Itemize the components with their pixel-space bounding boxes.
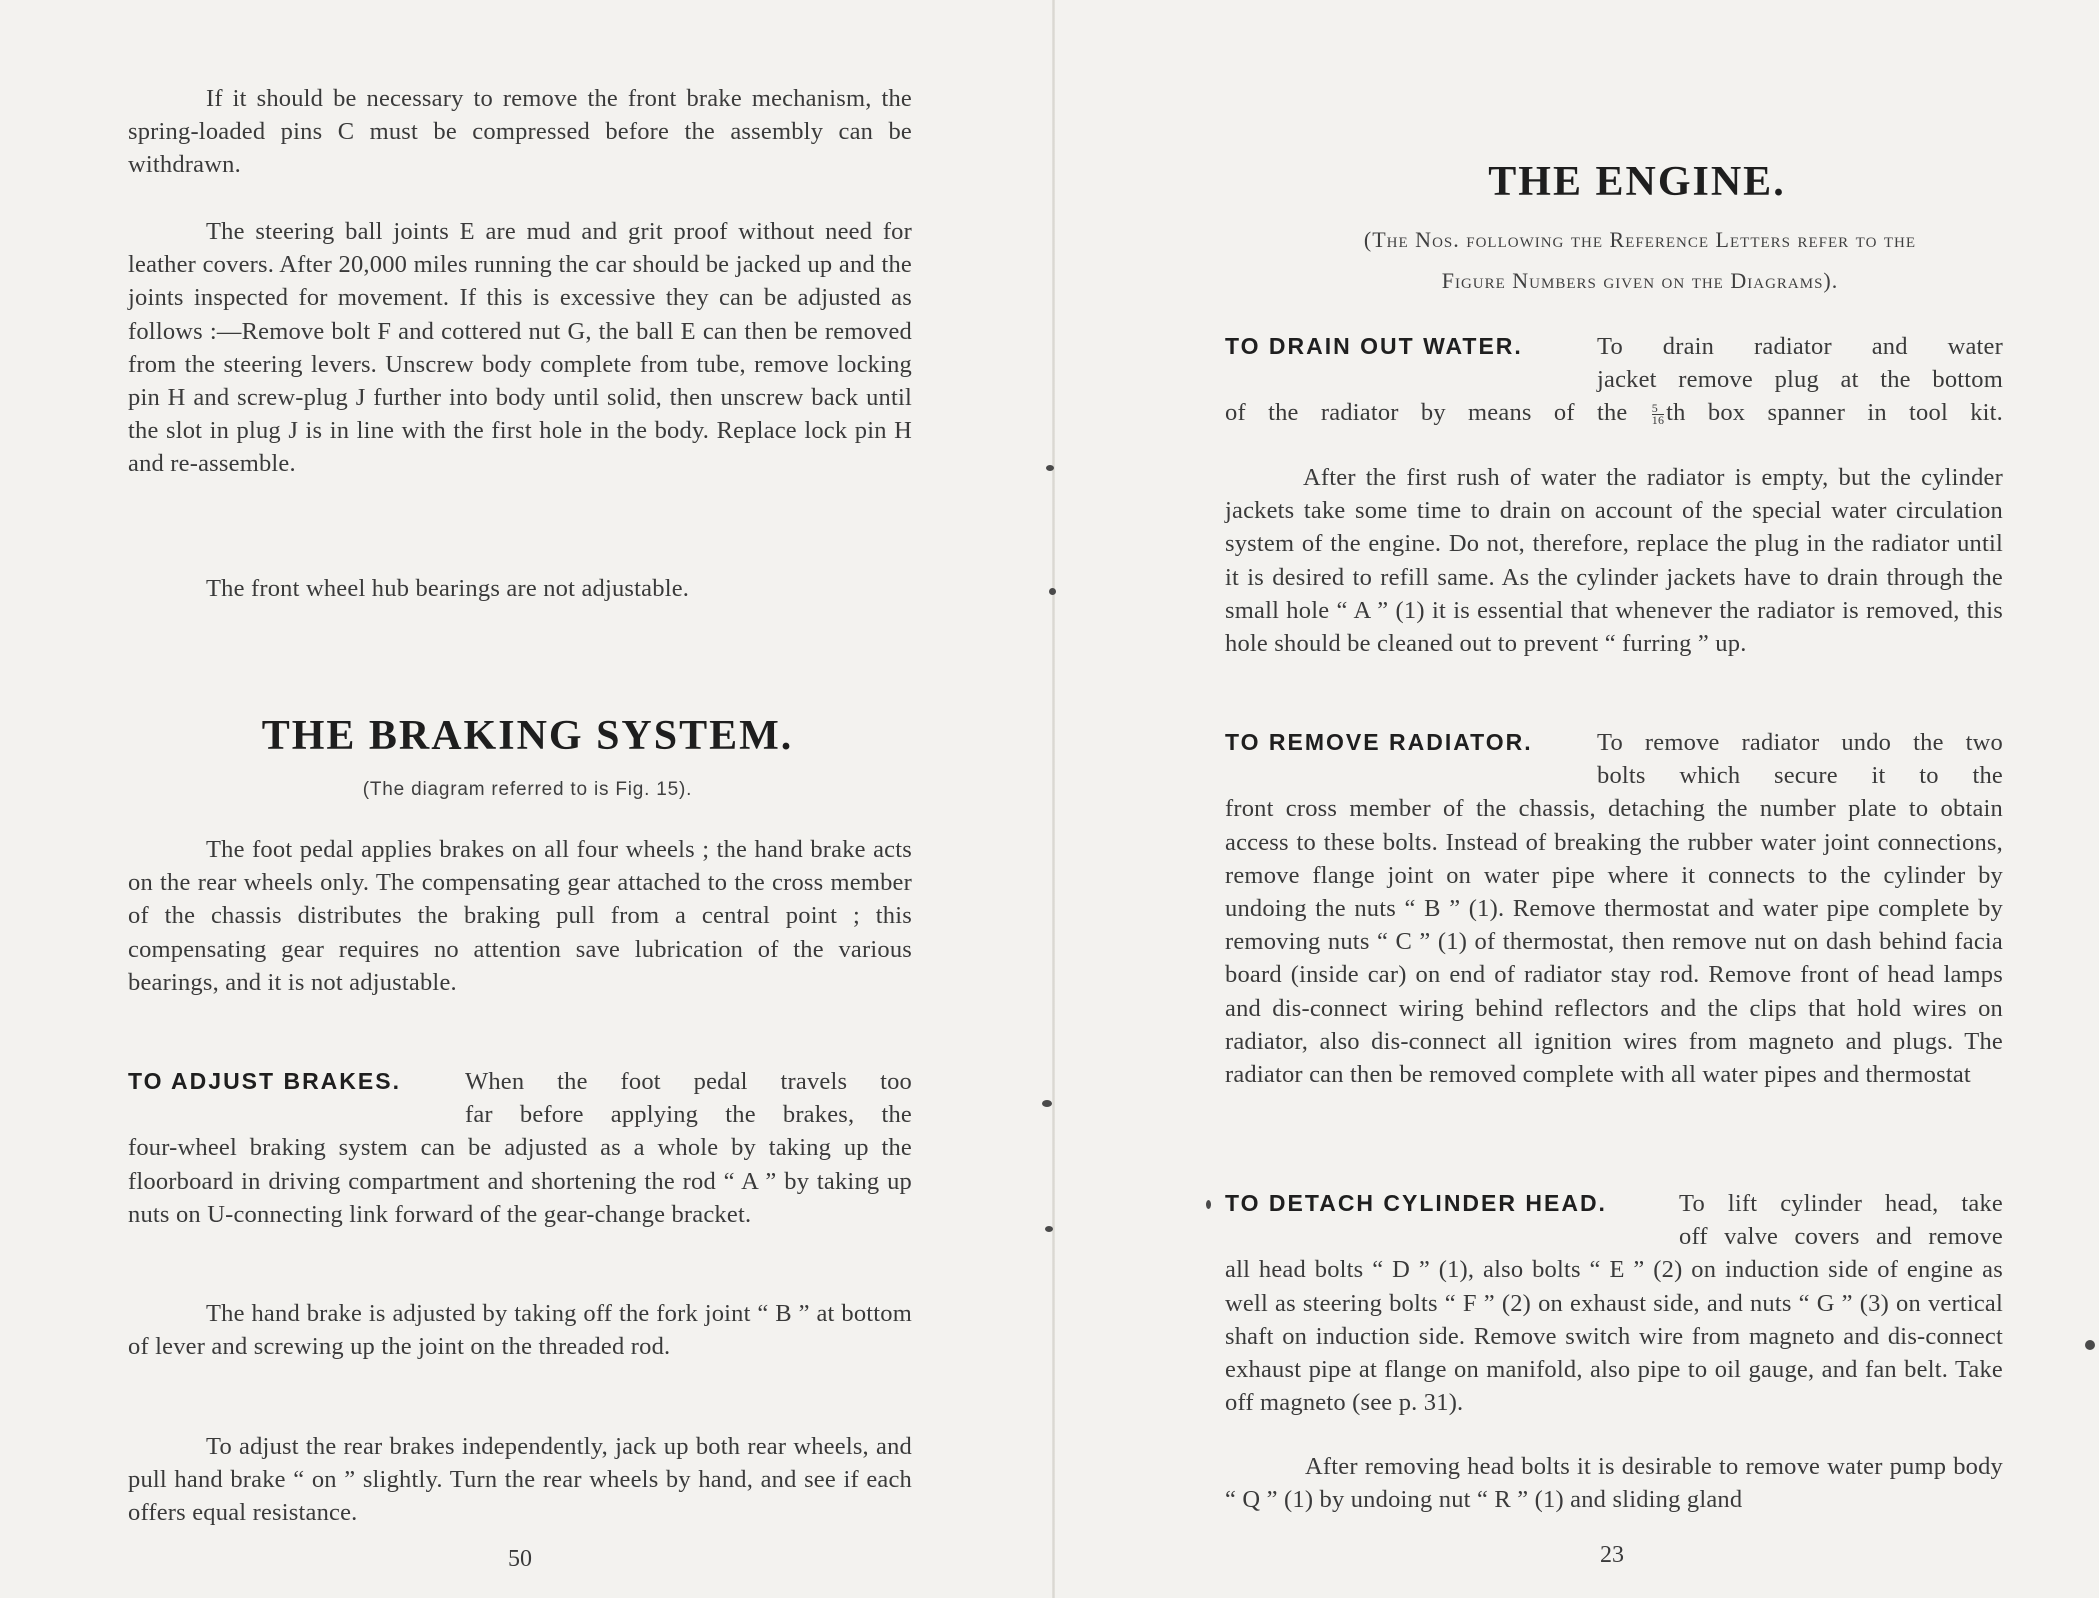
scan-speck (1045, 1226, 1053, 1232)
radiator-word: the (1972, 762, 2003, 790)
radiator-word: to (1919, 762, 1939, 790)
fraction-denominator: 16 (1651, 413, 1665, 428)
paragraph-after-removing-head-bolts: After removing head bolts it is desirable to remove water pump body “ Q ” (1) by undoing nut “ R ” (1) and sliding gland (1225, 1453, 2003, 1514)
section-title-engine: THE ENGINE. (1488, 159, 1786, 205)
paragraph-steering-ball-joints: The steering ball joints E are mud and grit proof without need for leather covers. After 20,000 miles running the car should be jacked up and the joints inspected for movement. If this is excessive they can be adjusted as follows :—Remove bolt F and cottered nut G, the ball E can then be removed from the steering levers. Unscrew body complete from tube, remove locking pin H and screw-plug J further into body until solid, then unscrew back until the slot in plug J is in line with the first hole in the body. Replace lock pin H and re-assemble. (128, 218, 912, 478)
lead-remove-radiator: TO REMOVE RADIATOR. (1225, 729, 1533, 755)
drain-rest-before: of the radiator by means of the (1225, 399, 1650, 427)
radiator-rest: front cross member of the chassis, detaching the number plate to obtain access to these bolts. Instead of breaking the rubber water joint connections, remove flange joint on water pipe where it connects to the cylinder by undoing the nuts “ B ” (1). Remove thermostat and water pipe complete by removing nuts “ C ” (1) of thermostat, then remove nut on dash behind facia board (inside car) on end of radiator stay rod. Remove front of head lamps and dis-connect wiring behind reflectors and the clips that hold wires on radiator, also dis-connect all ignition wires from magneto and plugs. The radiator can then be removed complete with all water pipes and thermostat (1225, 795, 2003, 1089)
paragraph-remove-radiator (1225, 726, 2003, 1091)
drain-line2: jacket remove plug at the bottom (1597, 366, 2003, 394)
page-number-left: 50 (508, 1546, 532, 1572)
section-subtitle-braking: (The diagram referred to is Fig. 15). (362, 779, 693, 800)
adjust-rest: four-wheel braking system can be adjusted as a whole by taking up the floorboard in driving compartment and shortening the rod “ A ” by taking up nuts on U-connecting link forward of the gear-change bracket. (128, 1134, 912, 1228)
reference-note-line2: Figure Numbers given on the Diagrams). (1441, 268, 1839, 293)
radiator-word: it (1871, 762, 1886, 790)
lead-detach-cylinder-head: TO DETACH CYLINDER HEAD. (1225, 1190, 1607, 1216)
radiator-word: bolts (1597, 762, 1646, 790)
drain-rest-after: th box spanner in tool kit. (1666, 399, 2003, 427)
scan-speck (1046, 465, 1054, 471)
lead-adjust-brakes: TO ADJUST BRAKES. (128, 1068, 401, 1094)
drain-word: and (1871, 333, 1908, 360)
radiator-line2 (1225, 759, 2003, 792)
adjust-line2: far before applying the brakes, the (465, 1101, 912, 1129)
scan-speck (1049, 588, 1056, 595)
scan-speck (2085, 1340, 2095, 1350)
paragraph-adjust-brakes (128, 1065, 912, 1231)
paragraph-drain-water (1225, 330, 2003, 430)
paragraph-hand-brake: The hand brake is adjusted by taking off the fork joint “ B ” at bottom of lever and screwing up the joint on the threaded rod. (128, 1300, 912, 1361)
head-line2: off valve covers and remove (1679, 1223, 2003, 1251)
reference-note-line1: (The Nos. following the Reference Letters refer to the (1363, 227, 1917, 252)
head-rest: all head bolts “ D ” (1), also bolts “ E ” (2) on induction side of engine as well as steering bolts “ F ” (2) on exhaust side, and nuts “ G ” (3) on vertical shaft on induction side. Remove switch wire from magneto and dis-connect exhaust pipe at flange on manifold, also pipe to oil gauge, and fan belt. Take off magneto (see p. 31). (1225, 1256, 2003, 1417)
section-title-braking-system: THE BRAKING SYSTEM. (261, 713, 794, 759)
page-number-right: 23 (1600, 1542, 1624, 1568)
radiator-word: secure (1774, 762, 1838, 790)
drain-line1 (1597, 330, 2003, 363)
lead-drain-water: TO DRAIN OUT WATER. (1225, 333, 1523, 359)
fraction-numerator: 5 (1652, 403, 1664, 415)
drain-word: water (1947, 333, 2003, 360)
paragraph-first-rush: After the first rush of water the radiator is empty, but the cylinder jackets take some time to drain on account of the special water circulation system of the engine. Do not, therefore, replace the plug in the radiator until it is desired to refill same. As the cylinder jackets have to drain through the small hole “ A ” (1) it is essential that whenever the radiator is removed, this hole should be cleaned out to prevent “ furring ” up. (1225, 464, 2003, 658)
adjust-line1: When the foot pedal travels too (465, 1068, 912, 1095)
drain-word: drain (1662, 333, 1715, 360)
paragraph-rear-brakes: To adjust the rear brakes independently, jack up both rear wheels, and pull hand brake “ on ” slightly. Turn the rear wheels by hand, and see if each offers equal resistance. (128, 1433, 912, 1527)
drain-word: To (1597, 333, 1623, 360)
right-page (1055, 0, 2099, 1598)
paragraph-hub-bearings: The front wheel hub bearings are not adjustable. (206, 575, 690, 602)
drain-line3 (1225, 396, 2003, 429)
paragraph-foot-pedal: The foot pedal applies brakes on all four wheels ; the hand brake acts on the rear wheels only. The compensating gear attached to the cross member of the chassis distributes the braking pull from a central point ; this compensating gear requires no attention save lubrication of the various bearings, and it is not adjustable. (128, 836, 912, 996)
radiator-word: which (1679, 762, 1741, 790)
head-line1: To lift cylinder head, take (1679, 1190, 2003, 1217)
paragraph-detach-cylinder-head (1225, 1187, 2003, 1419)
scan-speck (1206, 1200, 1211, 1209)
scan-speck (1042, 1100, 1052, 1107)
fraction-five-sixteenths (1652, 403, 1664, 426)
drain-word: radiator (1754, 333, 1832, 360)
radiator-line1: To remove radiator undo the two (1597, 729, 2003, 756)
paragraph-front-brake-removal: If it should be necessary to remove the front brake mechanism, the spring-loaded pins C must be compressed before the assembly can be withdrawn. (128, 85, 912, 179)
